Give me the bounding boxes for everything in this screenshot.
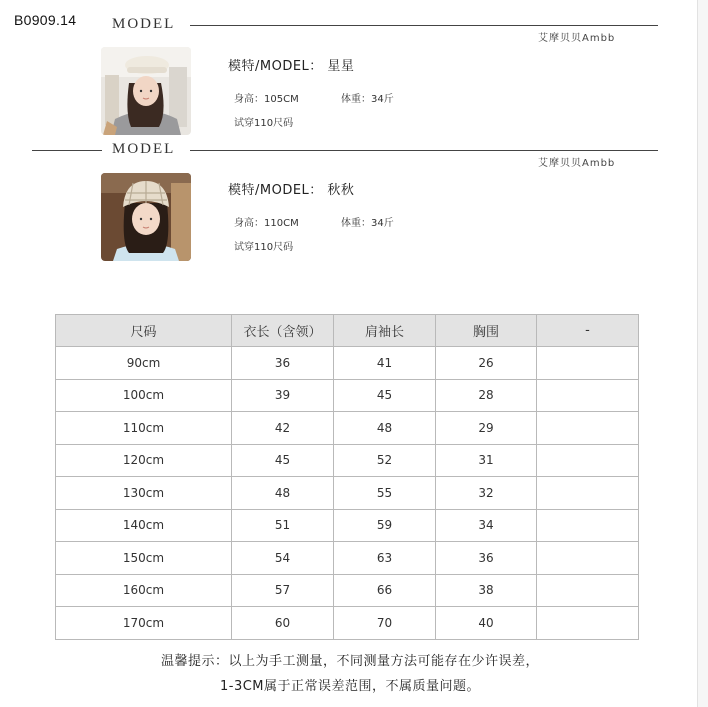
- table-row: [56, 607, 639, 640]
- measurement-note-line-2: 1-3CM属于正常误差范围，不属质量问题。: [219, 679, 481, 694]
- measurement-note-line-1: 温馨提示：以上为手工测量，不同测量方法可能存在少许误差，: [160, 654, 539, 669]
- cell-sleeve: 45: [334, 379, 436, 412]
- page-edge-strip: [697, 0, 708, 707]
- divider-line: [190, 150, 658, 151]
- cell-sleeve: 48: [334, 412, 436, 445]
- cell-size: 120cm: [56, 444, 232, 477]
- cell-size: 130cm: [56, 477, 232, 510]
- cell-sleeve: 66: [334, 574, 436, 607]
- cell-blank: [537, 542, 639, 575]
- table-row: [56, 477, 639, 510]
- cell-blank: [537, 607, 639, 640]
- header-chest: 胸围: [436, 315, 537, 347]
- table-row: [56, 509, 639, 542]
- divider-line: [190, 25, 658, 26]
- cell-sleeve: 63: [334, 542, 436, 575]
- model-heading: MODEL: [112, 16, 176, 32]
- cell-length: 54: [232, 542, 334, 575]
- cell-length: 45: [232, 444, 334, 477]
- cell-chest: 29: [436, 412, 537, 445]
- table-row: [56, 412, 639, 445]
- cell-blank: [537, 477, 639, 510]
- header-blank: -: [537, 315, 639, 347]
- table-row: [56, 347, 639, 380]
- cell-blank: [537, 379, 639, 412]
- model-tried-size: 试穿110尺码: [234, 118, 294, 129]
- model-name: 模特/MODEL： 秋秋: [228, 183, 355, 198]
- cell-sleeve: 59: [334, 509, 436, 542]
- cell-length: 51: [232, 509, 334, 542]
- cell-chest: 26: [436, 347, 537, 380]
- cell-length: 57: [232, 574, 334, 607]
- cell-length: 48: [232, 477, 334, 510]
- cell-size: 110cm: [56, 412, 232, 445]
- header-sleeve: 肩袖长: [334, 315, 436, 347]
- cell-sleeve: 55: [334, 477, 436, 510]
- cell-length: 36: [232, 347, 334, 380]
- cell-size: 150cm: [56, 542, 232, 575]
- model-block-2: [0, 125, 708, 253]
- cell-size: 170cm: [56, 607, 232, 640]
- cell-blank: [537, 509, 639, 542]
- table-row: [56, 379, 639, 412]
- product-code: B0909.14: [14, 12, 77, 28]
- table-header-row: [56, 315, 639, 347]
- model-weight: 体重：34斤: [341, 94, 394, 105]
- cell-chest: 28: [436, 379, 537, 412]
- model-height: 身高：110CM: [234, 218, 299, 229]
- model-block-1: [0, 0, 708, 129]
- brand-label: 艾摩贝贝Ambb: [538, 33, 616, 44]
- model-heading: MODEL: [112, 141, 176, 157]
- cell-size: 140cm: [56, 509, 232, 542]
- header-length: 衣长（含领）: [232, 315, 334, 347]
- cell-size: 100cm: [56, 379, 232, 412]
- cell-blank: [537, 412, 639, 445]
- table-row: [56, 574, 639, 607]
- cell-size: 160cm: [56, 574, 232, 607]
- cell-blank: [537, 347, 639, 380]
- model-weight: 体重：34斤: [341, 218, 394, 229]
- cell-chest: 31: [436, 444, 537, 477]
- cell-blank: [537, 574, 639, 607]
- cell-blank: [537, 444, 639, 477]
- cell-length: 42: [232, 412, 334, 445]
- girl-with-beret-photo: [101, 47, 191, 135]
- header-size: 尺码: [56, 315, 232, 347]
- model-tried-size: 试穿110尺码: [234, 242, 294, 253]
- model-name: 模特/MODEL： 星星: [228, 59, 355, 74]
- cell-length: 60: [232, 607, 334, 640]
- divider-line-left: [32, 150, 102, 151]
- girl-with-knit-hat-photo: [101, 173, 191, 261]
- cell-size: 90cm: [56, 347, 232, 380]
- table-row: [56, 444, 639, 477]
- cell-sleeve: 70: [334, 607, 436, 640]
- cell-chest: 36: [436, 542, 537, 575]
- model-height: 身高：105CM: [234, 94, 299, 105]
- brand-label: 艾摩贝贝Ambb: [538, 158, 616, 169]
- cell-chest: 34: [436, 509, 537, 542]
- cell-length: 39: [232, 379, 334, 412]
- cell-chest: 40: [436, 607, 537, 640]
- cell-chest: 38: [436, 574, 537, 607]
- table-row: [56, 542, 639, 575]
- size-chart-table: [55, 314, 639, 640]
- cell-sleeve: 41: [334, 347, 436, 380]
- cell-chest: 32: [436, 477, 537, 510]
- cell-sleeve: 52: [334, 444, 436, 477]
